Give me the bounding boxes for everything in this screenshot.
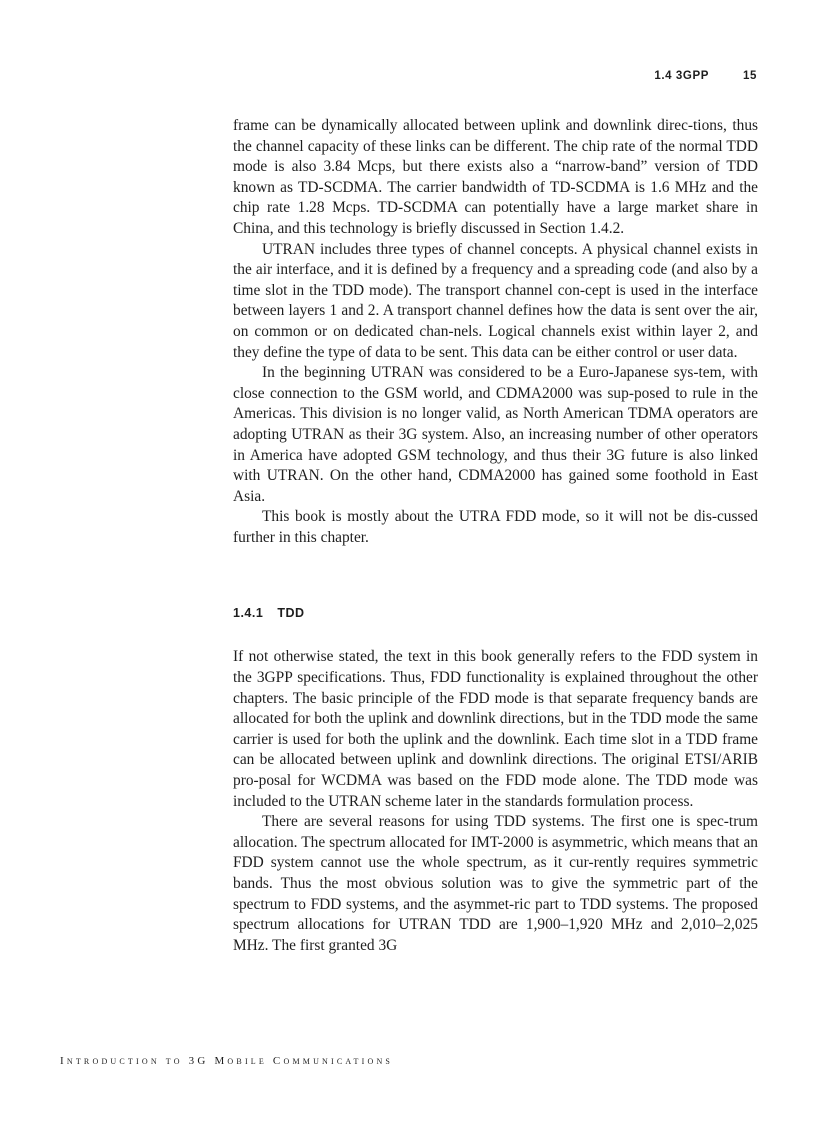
running-head — [654, 70, 757, 82]
footer-book-title: Introduction to 3G Mobile Communications — [60, 1055, 394, 1067]
paragraph-tdd-reasons: There are several reasons for using TDD systems. The first one is spec-trum allocation. The spectrum allocated for IMT-2000 is asymmetric, which means that an FDD system cannot use the whole spectrum, as it cur-rently requires symmetric bands. Thus the most obvious solution was to give the symmetric part of the spectrum to FDD systems, and the asymmet-ric part to TDD systems. The proposed spectrum allocations for UTRAN TDD are 1,900–1,920 MHz and 2,010–2,025 MHz. The first granted 3G — [233, 813, 758, 954]
paragraph-channel-concepts: UTRAN includes three types of channel concepts. A physical channel exists in the air interface, and it is defined by a frequency and a spreading code (and also by a time slot in the TDD mode). The transport channel con-cept is used in the interface between layers 1 and 2. A transport channel defines how the data is sent over the air, on common or on dedicated chan-nels. Logical channels exist within layer 2, and they define the type of data to be sent. This data can be either control or user data. — [233, 240, 758, 361]
section-number: 1.4.1 — [233, 606, 264, 621]
paragraph-continuation: frame can be dynamically allocated between uplink and downlink direc-tions, thus the channel capacity of these links can be different. The chip rate of the normal TDD mode is also 3.84 Mcps, but there exists also a “narrow-band” version of TDD known as TD-SCDMA. The carrier bandwidth of TD-SCDMA is 1.6 MHz and the chip rate 1.28 Mcps. TD-SCDMA can potentially have a large market share in China, and this technology is briefly discussed in Section 1.4.2. — [233, 117, 758, 237]
paragraph-tdd-intro: If not otherwise stated, the text in this book generally refers to the FDD system in the 3GPP specifications. Thus, FDD functionality is explained throughout the other chapters. The basic principle of the FDD mode is that separate frequency bands are allocated for both the uplink and downlink directions, but in the TDD mode the same carrier is used for both the uplink and the downlink. Each time slot in a TDD frame can be allocated between uplink and downlink directions. The original ETSI/ARIB pro-posal for WCDMA was based on the FDD mode alone. The TDD mode was included to the UTRAN scheme later in the standards formulation process. — [233, 648, 758, 810]
section-title: TDD — [277, 606, 305, 621]
paragraph-fdd-focus: This book is mostly about the UTRA FDD mode, so it will not be dis-cussed further in this chapter. — [233, 508, 758, 546]
page-number: 15 — [743, 70, 757, 82]
page-body — [233, 116, 758, 956]
paragraph-utran-history: In the beginning UTRAN was considered to be a Euro-Japanese sys-tem, with close connection to the GSM world, and CDMA2000 was sup-posed to rule in the Americas. This division is no longer valid, as North American TDMA operators are adopting UTRAN as their 3G system. Also, an increasing number of other operators in America have adopted GSM technology, and thus their 3G future is also linked with UTRAN. On the other hand, CDMA2000 has gained some foothold in East Asia. — [233, 364, 758, 505]
running-head-section: 1.4 3GPP — [654, 70, 709, 82]
section-heading — [233, 604, 758, 622]
